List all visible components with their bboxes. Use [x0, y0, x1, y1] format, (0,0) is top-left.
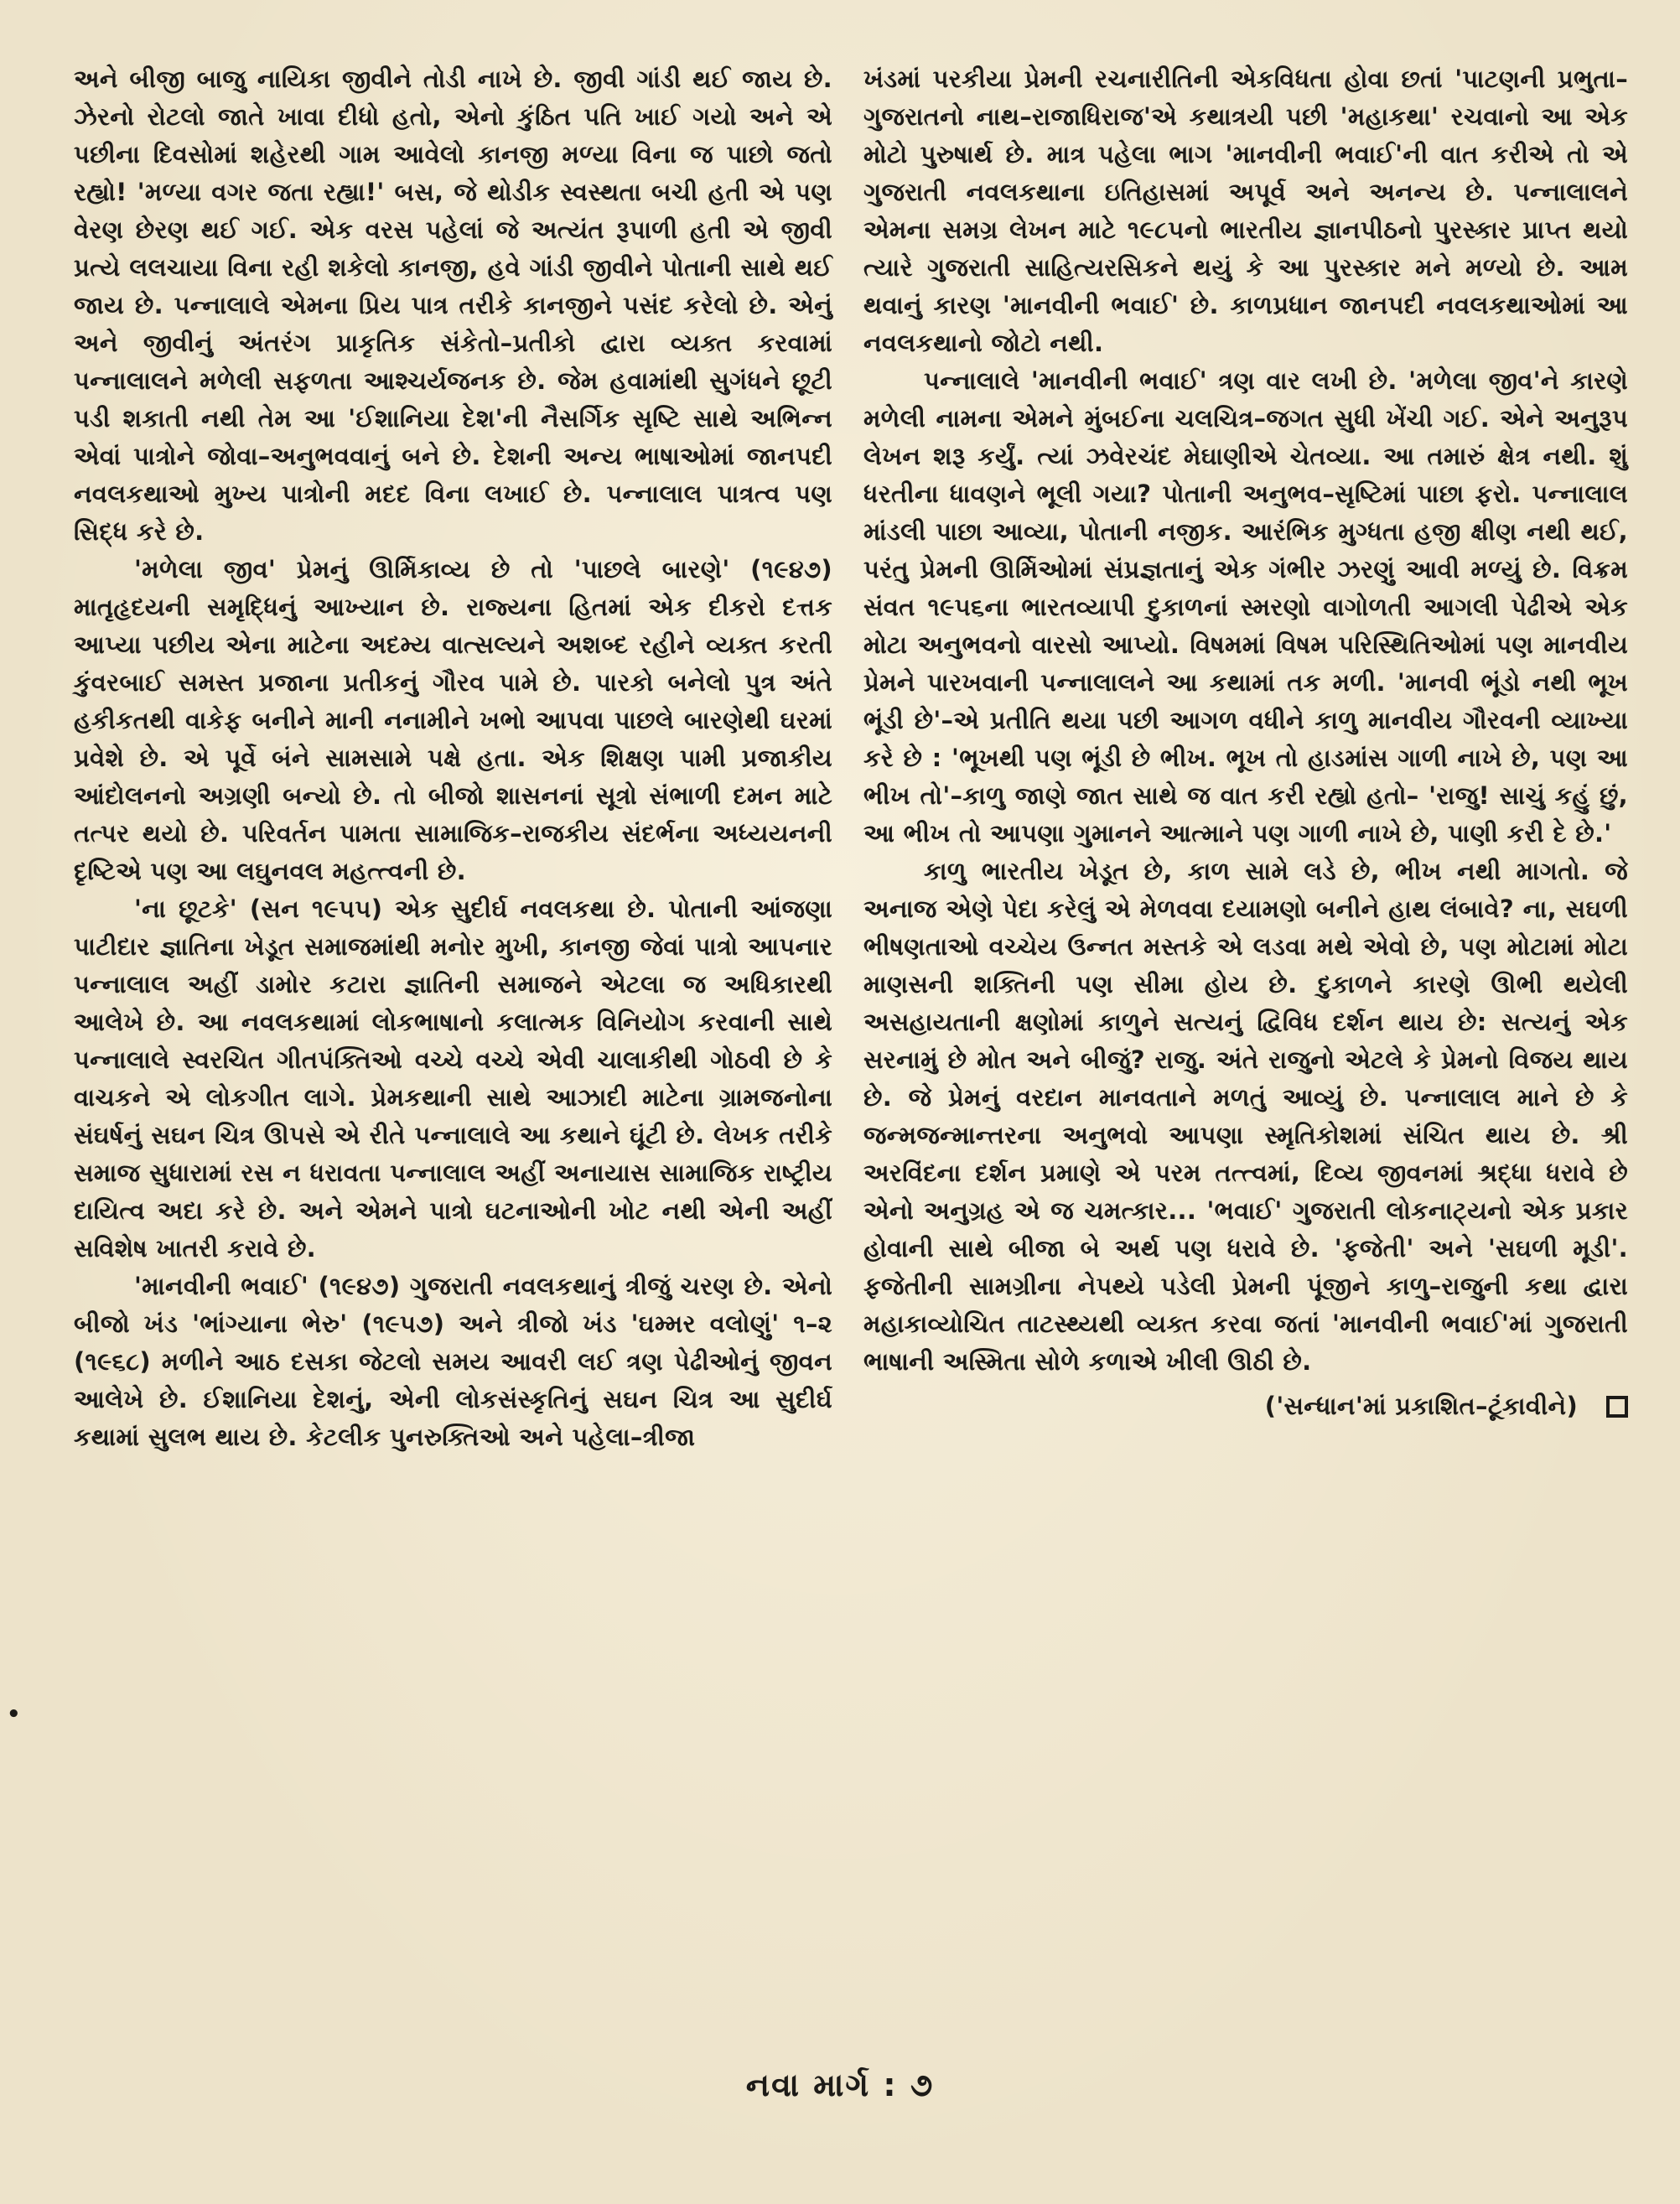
left-paragraph-2: 'મળેલા જીવ' પ્રેમનું ઊર્મિકાવ્ય છે તો 'પાછલે બારણે' (૧૯૪૭) માતૃહૃદયની સમૃદ્ધિનું આખ્યાન છે. રાજ્યના હિતમાં એક દીકરો દત્તક આપ્યા પછીય એના માટેના અદમ્ય વાત્સલ્યને અશબ્દ રહીને વ્યક્ત કરતી કુંવરબાઈ સમસ્ત પ્રજાના પ્રતીકનું ગૌરવ પામે છે. પારકો બનેલો પુત્ર અંતે હકીકતથી વાકેફ બનીને માની નનામીને ખભો આપવા પાછલે બારણેથી ઘરમાં પ્રવેશે છે. એ પૂર્વે બંને સામસામે પક્ષે હતા. એક શિક્ષણ પામી પ્રજાકીય આંદોલનનો અગ્રણી બન્યો છે. તો બીજો શાસનનાં સૂત્રો સંભાળી દમન માટે તત્પર થયો છે. પરિવર્તન પામતા સામાજિક–રાજકીય સંદર્ભના અધ્યયનની દૃષ્ટિએ પણ આ લઘુનવલ મહત્ત્વની છે.	[74, 555, 832, 885]
right-column	[863, 60, 1628, 1425]
page-footer: નવા માર્ગ : ૭	[745, 2067, 935, 2103]
left-paragraph-4: 'માનવીની ભવાઈ' (૧૯૪૭) ગુજરાતી નવલકથાનું ત્રીજું ચરણ છે. એનો બીજો ખંડ 'ભાંગ્યાના ભેરુ' (૧૯૫૭) અને ત્રીજો ખંડ 'ઘમ્મર વલોણું' ૧–૨ (૧૯૬૮) મળીને આઠ દસકા જેટલો સમય આવરી લઈ ત્રણ પેઢીઓનું જીવન આલેખે છે. ઈશાનિયા દેશનું, એની લોકસંસ્કૃતિનું સઘન ચિત્ર આ સુદીર્ઘ કથામાં સુલભ થાય છે. કેટલીક પુનરુક્તિઓ અને પહેલા–ત્રીજા	[74, 1272, 832, 1451]
left-column	[74, 60, 832, 1456]
left-paragraph-3: 'ના છૂટકે' (સન ૧૯૫૫) એક સુદીર્ઘ નવલકથા છે. પોતાની આંજણા પાટીદાર જ્ઞાતિના ખેડૂત સમાજમાંથી મનોર મુખી, કાનજી જેવાં પાત્રો આપનાર પન્નાલાલ અહીં ડામોર કટારા જ્ઞાતિની સમાજને એટલા જ અધિકારથી આલેખે છે. આ નવલકથામાં લોકભાષાનો કલાત્મક વિનિયોગ કરવાની સાથે પન્નાલાલે સ્વરચિત ગીતપંક્તિઓ વચ્ચે વચ્ચે એવી ચાલાકીથી ગોઠવી છે કે વાચકને એ લોકગીત લાગે. પ્રેમકથાની સાથે આઝાદી માટેના ગ્રામજનોના સંઘર્ષનું સઘન ચિત્ર ઊપસે એ રીતે પન્નાલાલે આ કથાને ઘૂંટી છે. લેખક તરીકે સમાજ સુધારામાં રસ ન ધરાવતા પન્નાલાલ અહીં અનાયાસ સામાજિક રાષ્ટ્રીય દાયિત્વ અદા કરે છે. અને એમને પાત્રો ઘટનાઓની ખોટ નથી એની અહીં સવિશેષ ખાતરી કરાવે છે.	[74, 895, 832, 1263]
margin-mark: •	[7, 1702, 21, 1727]
right-paragraph-1: ખંડમાં પરકીયા પ્રેમની રચનારીતિની એકવિધતા હોવા છતાં 'પાટણની પ્રભુતા–ગુજરાતનો નાથ–રાજાધિરાજ'એ કથાત્રયી પછી 'મહાકથા' રચવાનો આ એક મોટો પુરુષાર્થ છે. માત્ર પહેલા ભાગ 'માનવીની ભવાઈ'ની વાત કરીએ તો એ ગુજરાતી નવલકથાના ઇતિહાસમાં અપૂર્વ અને અનન્ય છે. પન્નાલાલને એમના સમગ્ર લેખન માટે ૧૯૮૫નો ભારતીય જ્ઞાનપીઠનો પુરસ્કાર પ્રાપ્ત થયો ત્યારે ગુજરાતી સાહિત્યરસિકને થયું કે આ પુરસ્કાર મને મળ્યો છે. આમ થવાનું કારણ 'માનવીની ભવાઈ' છે. કાળપ્રધાન જાનપદી નવલકથાઓમાં આ નવલકથાનો જોટો નથી.	[863, 65, 1628, 357]
right-paragraph-2: પન્નાલાલે 'માનવીની ભવાઈ' ત્રણ વાર લખી છે. 'મળેલા જીવ'ને કારણે મળેલી નામના એમને મુંબઈના ચલચિત્ર–જગત સુધી ખેંચી ગઈ. એને અનુરૂપ લેખન શરૂ કર્યું. ત્યાં ઝવેરચંદ મેઘાણીએ ચેતવ્યા. આ તમારું ક્ષેત્ર નથી. શું ધરતીના ધાવણને ભૂલી ગયા? પોતાની અનુભવ–સૃષ્ટિમાં પાછા ફરો. પન્નાલાલ માંડલી પાછા આવ્યા, પોતાની નજીક. આરંભિક મુગ્ધતા હજી ક્ષીણ નથી થઈ, પરંતુ પ્રેમની ઊર્મિઓમાં સંપ્રજ્ઞતાનું એક ગંભીર ઝરણું આવી મળ્યું છે. વિક્રમ સંવત ૧૯૫૬ના ભારતવ્યાપી દુકાળનાં સ્મરણો વાગોળતી આગલી પેઢીએ એક મોટા અનુભવનો વારસો આપ્યો. વિષમમાં વિષમ પરિસ્થિતિઓમાં પણ માનવીય પ્રેમને પારખવાની પન્નાલાલને આ કથામાં તક મળી. 'માનવી ભૂંડો નથી ભૂખ ભૂંડી છે'–એ પ્રતીતિ થયા પછી આગળ વધીને કાળુ માનવીય ગૌરવની વ્યાખ્યા કરે છે : 'ભૂખથી પણ ભૂંડી છે ભીખ. ભૂખ તો હાડમાંસ ગાળી નાખે છે, પણ આ ભીખ તો'–કાળુ જાણે જાત સાથે જ વાત કરી રહ્યો હતો– 'રાજુ! સાચું કહું છું, આ ભીખ તો આપણા ગુમાનને આત્માને પણ ગાળી નાખે છે, પાણી કરી દે છે.'	[863, 366, 1628, 848]
end-of-article-box-icon	[1606, 1396, 1628, 1418]
right-paragraph-3: કાળુ ભારતીય ખેડૂત છે, કાળ સામે લડે છે, ભીખ નથી માગતો. જે અનાજ એણે પેદા કરેલું એ મેળવવા દયામણો બનીને હાથ લંબાવે? ના, સઘળી ભીષણતાઓ વચ્ચેય ઉન્નત મસ્તકે એ લડવા મથે એવો છે, પણ મોટામાં મોટા માણસની શક્તિની પણ સીમા હોય છે. દુકાળને કારણે ઊભી થયેલી અસહાયતાની ક્ષણોમાં કાળુને સત્યનું દ્વિવિધ દર્શન થાય છે: સત્યનું એક સરનામું છે મોત અને બીજું? રાજુ. અંતે રાજુનો એટલે કે પ્રેમનો વિજય થાય છે. જે પ્રેમનું વરદાન માનવતાને મળતું આવ્યું છે. પન્નાલાલ માને છે કે જન્મજન્માન્તરના અનુભવો આપણા સ્મૃતિકોશમાં સંચિત થાય છે. શ્રી અરવિંદના દર્શન પ્રમાણે એ પરમ તત્ત્વમાં, દિવ્ય જીવનમાં શ્રદ્ધા ધરાવે છે એનો અનુગ્રહ એ જ ચમત્કાર... 'ભવાઈ' ગુજરાતી લોકનાટ્યનો એક પ્રકાર હોવાની સાથે બીજા બે અર્થ પણ ધરાવે છે. 'ફજેતી' અને 'સઘળી મૂડી'. ફજેતીની સામગ્રીના નેપથ્યે પડેલી પ્રેમની પૂંજીને કાળુ–રાજુની કથા દ્વારા મહાકાવ્યોચિત તાટસ્થ્યથી વ્યક્ત કરવા જતાં 'માનવીની ભવાઈ'માં ગુજરાતી ભાષાની અસ્મિતા સોળે કળાએ ખીલી ઊઠી છે.	[863, 857, 1628, 1376]
article-signoff	[863, 1387, 1628, 1425]
signoff-source: ('સન્ધાન'માં પ્રકાશિત–ટૂંકાવીને)	[1264, 1392, 1578, 1420]
left-paragraph-1: અને બીજી બાજુ નાયિકા જીવીને તોડી નાખે છે. જીવી ગાંડી થઈ જાય છે. ઝેરનો રોટલો જાતે ખાવા દીધો હતો, એનો કુંઠિત પતિ ખાઈ ગયો અને એ પછીના દિવસોમાં શહેરથી ગામ આવેલો કાનજી મળ્યા વિના જ પાછો જતો રહ્યો! 'મળ્યા વગર જતા રહ્યા!' બસ, જે થોડીક સ્વસ્થતા બચી હતી એ પણ વેરણ છેરણ થઈ ગઈ. એક વરસ પહેલાં જે અત્યંત રૂપાળી હતી એ જીવી પ્રત્યે લલચાયા વિના રહી શકેલો કાનજી, હવે ગાંડી જીવીને પોતાની સાથે થઈ જાય છે. પન્નાલાલે એમના પ્રિય પાત્ર તરીકે કાનજીને પસંદ કરેલો છે. એનું અને જીવીનું અંતરંગ પ્રાકૃતિક સંકેતો–પ્રતીકો દ્વારા વ્યક્ત કરવામાં પન્નાલાલને મળેલી સફળતા આશ્ચર્યજનક છે. જેમ હવામાંથી સુગંધને છૂટી પડી શકાતી નથી તેમ આ 'ઈશાનિયા દેશ'ની નૈસર્ગિક સૃષ્ટિ સાથે અભિન્ન એવાં પાત્રોને જોવા–અનુભવવાનું બને છે. દેશની અન્ય ભાષાઓમાં જાનપદી નવલકથાઓ મુખ્ય પાત્રોની મદદ વિના લખાઈ છે. પન્નાલાલ પાત્રત્વ પણ સિદ્ધ કરે છે.	[74, 65, 832, 546]
